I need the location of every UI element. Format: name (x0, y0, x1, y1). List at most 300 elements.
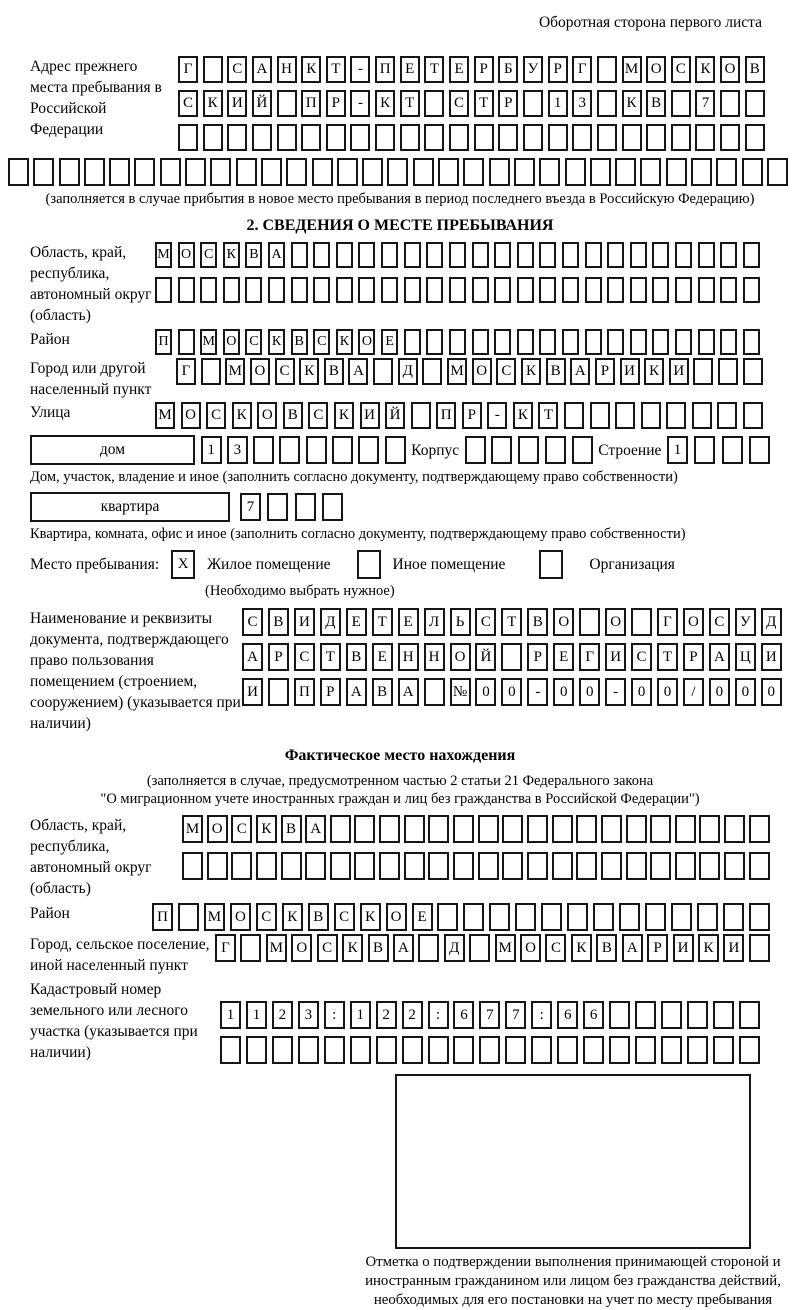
char-box[interactable]: А (398, 678, 419, 706)
char-box[interactable] (404, 852, 425, 880)
char-box[interactable]: Е (400, 56, 420, 83)
char-box[interactable]: Р (498, 90, 518, 117)
fact-city-row[interactable] (215, 934, 770, 962)
char-box[interactable] (84, 158, 105, 186)
fact-district-row[interactable] (152, 903, 770, 931)
char-box[interactable] (449, 329, 466, 355)
char-box[interactable] (155, 277, 172, 303)
char-box[interactable]: 6 (557, 1001, 578, 1029)
char-box[interactable] (743, 402, 763, 429)
char-box[interactable] (722, 436, 743, 464)
char-box[interactable]: О (520, 934, 541, 962)
char-box[interactable]: Т (326, 56, 346, 83)
char-box[interactable] (350, 1036, 371, 1064)
char-box[interactable] (675, 277, 692, 303)
char-box[interactable]: Д (320, 608, 341, 636)
char-box[interactable]: Т (538, 402, 558, 429)
char-box[interactable] (301, 124, 321, 151)
char-box[interactable] (453, 852, 474, 880)
char-box[interactable]: К (521, 358, 541, 385)
char-box[interactable] (424, 124, 444, 151)
char-box[interactable]: М (200, 329, 217, 355)
char-box[interactable]: С (227, 56, 247, 83)
char-box[interactable]: М (495, 934, 516, 962)
char-box[interactable]: В (372, 678, 393, 706)
char-box[interactable] (671, 90, 691, 117)
char-box[interactable] (362, 158, 383, 186)
char-box[interactable] (422, 358, 442, 385)
char-box[interactable]: В (283, 402, 303, 429)
char-box[interactable]: А (305, 815, 326, 843)
char-box[interactable] (518, 436, 539, 464)
char-box[interactable] (694, 436, 715, 464)
stroenie-row[interactable] (667, 436, 770, 464)
char-box[interactable]: А (622, 934, 643, 962)
prev-address-row-2[interactable] (178, 90, 765, 117)
char-box[interactable]: В (745, 56, 765, 83)
char-box[interactable]: 0 (475, 678, 496, 706)
char-box[interactable] (548, 124, 568, 151)
char-box[interactable] (465, 436, 486, 464)
char-box[interactable]: Т (657, 643, 678, 671)
char-box[interactable] (489, 158, 510, 186)
char-box[interactable] (597, 56, 617, 83)
char-box[interactable] (400, 124, 420, 151)
char-box[interactable]: С (631, 643, 652, 671)
char-box[interactable] (449, 277, 466, 303)
char-box[interactable] (562, 329, 579, 355)
char-box[interactable] (698, 277, 715, 303)
char-box[interactable] (630, 242, 647, 268)
char-box[interactable] (626, 815, 647, 843)
char-box[interactable]: И (669, 358, 689, 385)
char-box[interactable] (33, 158, 54, 186)
char-box[interactable] (491, 436, 512, 464)
char-box[interactable] (358, 436, 379, 464)
char-box[interactable]: 1 (350, 1001, 371, 1029)
char-box[interactable] (749, 852, 770, 880)
char-box[interactable]: Г (657, 608, 678, 636)
char-box[interactable] (539, 329, 556, 355)
char-box[interactable] (567, 903, 588, 931)
char-box[interactable] (426, 277, 443, 303)
char-box[interactable] (402, 1036, 423, 1064)
char-box[interactable] (743, 242, 760, 268)
char-box[interactable]: Р (548, 56, 568, 83)
char-box[interactable]: Н (277, 56, 297, 83)
char-box[interactable] (220, 1036, 241, 1064)
char-box[interactable] (749, 815, 770, 843)
char-box[interactable] (646, 124, 666, 151)
char-box[interactable]: О (553, 608, 574, 636)
char-box[interactable] (693, 358, 713, 385)
char-box[interactable] (749, 903, 770, 931)
char-box[interactable]: 0 (553, 678, 574, 706)
char-box[interactable]: 0 (657, 678, 678, 706)
char-box[interactable] (373, 358, 393, 385)
char-box[interactable]: К (301, 56, 321, 83)
char-box[interactable]: 0 (761, 678, 782, 706)
char-box[interactable] (404, 277, 421, 303)
char-box[interactable] (590, 158, 611, 186)
char-box[interactable] (720, 329, 737, 355)
char-box[interactable]: С (231, 815, 252, 843)
char-box[interactable] (607, 277, 624, 303)
char-box[interactable] (514, 158, 535, 186)
char-box[interactable]: К (336, 329, 353, 355)
char-box[interactable]: П (152, 903, 173, 931)
char-box[interactable] (609, 1001, 630, 1029)
char-box[interactable]: Й (475, 643, 496, 671)
char-box[interactable]: О (223, 329, 240, 355)
char-box[interactable] (724, 852, 745, 880)
char-box[interactable] (564, 402, 584, 429)
char-box[interactable]: В (596, 934, 617, 962)
char-box[interactable] (336, 242, 353, 268)
char-box[interactable]: И (605, 643, 626, 671)
char-box[interactable] (619, 903, 640, 931)
char-box[interactable] (337, 158, 358, 186)
char-box[interactable] (720, 242, 737, 268)
char-box[interactable]: Й (252, 90, 272, 117)
char-box[interactable] (631, 608, 652, 636)
char-box[interactable] (253, 436, 274, 464)
char-box[interactable]: В (324, 358, 344, 385)
char-box[interactable] (330, 852, 351, 880)
char-box[interactable]: С (496, 358, 516, 385)
char-box[interactable]: М (155, 402, 175, 429)
document-row-3[interactable] (242, 678, 782, 706)
char-box[interactable] (572, 436, 593, 464)
char-box[interactable]: Г (178, 56, 198, 83)
char-box[interactable]: Т (372, 608, 393, 636)
char-box[interactable]: С (313, 329, 330, 355)
char-box[interactable]: Т (320, 643, 341, 671)
char-box[interactable] (718, 358, 738, 385)
char-box[interactable] (687, 1001, 708, 1029)
char-box[interactable]: А (348, 358, 368, 385)
char-box[interactable]: Б (498, 56, 518, 83)
apartment-row[interactable] (240, 493, 343, 521)
char-box[interactable]: С (545, 934, 566, 962)
char-box[interactable] (424, 90, 444, 117)
char-box[interactable] (201, 358, 221, 385)
char-box[interactable] (724, 815, 745, 843)
char-box[interactable]: Е (346, 608, 367, 636)
char-box[interactable]: В (546, 358, 566, 385)
char-box[interactable]: Д (398, 358, 418, 385)
char-box[interactable] (609, 1036, 630, 1064)
char-box[interactable]: 3 (298, 1001, 319, 1029)
char-box[interactable] (268, 277, 285, 303)
char-box[interactable] (332, 436, 353, 464)
prev-address-overflow-row[interactable] (8, 158, 788, 186)
char-box[interactable] (272, 1036, 293, 1064)
char-box[interactable]: К (571, 934, 592, 962)
char-box[interactable] (630, 329, 647, 355)
char-box[interactable]: В (281, 815, 302, 843)
prev-address-row-3[interactable] (178, 124, 765, 151)
prev-address-row-1[interactable] (178, 56, 765, 83)
char-box[interactable]: 0 (501, 678, 522, 706)
char-box[interactable] (552, 815, 573, 843)
char-box[interactable] (252, 124, 272, 151)
char-box[interactable]: А (393, 934, 414, 962)
char-box[interactable] (358, 277, 375, 303)
char-box[interactable] (720, 90, 740, 117)
char-box[interactable]: Р (683, 643, 704, 671)
char-box[interactable]: К (375, 90, 395, 117)
char-box[interactable] (207, 852, 228, 880)
char-box[interactable] (474, 124, 494, 151)
char-box[interactable] (626, 852, 647, 880)
char-box[interactable]: И (242, 678, 263, 706)
char-box[interactable]: 3 (572, 90, 592, 117)
char-box[interactable] (268, 678, 289, 706)
char-box[interactable]: К (622, 90, 642, 117)
char-box[interactable] (652, 242, 669, 268)
char-box[interactable] (411, 402, 431, 429)
char-box[interactable] (699, 815, 720, 843)
char-box[interactable] (322, 493, 343, 521)
char-box[interactable]: В (308, 903, 329, 931)
char-box[interactable]: К (256, 815, 277, 843)
char-box[interactable] (279, 436, 300, 464)
char-box[interactable] (697, 903, 718, 931)
char-box[interactable] (652, 329, 669, 355)
char-box[interactable] (286, 158, 307, 186)
char-box[interactable]: А (242, 643, 263, 671)
char-box[interactable] (597, 90, 617, 117)
char-box[interactable]: П (294, 678, 315, 706)
char-box[interactable] (671, 124, 691, 151)
char-box[interactable] (698, 329, 715, 355)
char-box[interactable] (531, 1036, 552, 1064)
char-box[interactable] (767, 158, 788, 186)
char-box[interactable]: В (268, 608, 289, 636)
char-box[interactable] (178, 903, 199, 931)
char-box[interactable]: М (266, 934, 287, 962)
char-box[interactable]: О (178, 242, 195, 268)
char-box[interactable]: 7 (505, 1001, 526, 1029)
char-box[interactable] (240, 934, 261, 962)
char-box[interactable]: К (342, 934, 363, 962)
char-box[interactable]: 1 (246, 1001, 267, 1029)
char-box[interactable]: Ь (450, 608, 471, 636)
region-row-2[interactable] (155, 277, 760, 303)
char-box[interactable] (306, 436, 327, 464)
char-box[interactable] (494, 242, 511, 268)
char-box[interactable] (695, 124, 715, 151)
char-box[interactable]: О (250, 358, 270, 385)
char-box[interactable]: К (334, 402, 354, 429)
char-box[interactable] (182, 852, 203, 880)
korpus-row[interactable] (465, 436, 593, 464)
char-box[interactable] (502, 815, 523, 843)
char-box[interactable] (743, 329, 760, 355)
char-box[interactable]: № (450, 678, 471, 706)
char-box[interactable] (494, 277, 511, 303)
char-box[interactable]: Р (595, 358, 615, 385)
char-box[interactable]: К (203, 90, 223, 117)
char-box[interactable]: С (200, 242, 217, 268)
char-box[interactable]: Д (444, 934, 465, 962)
char-box[interactable] (585, 277, 602, 303)
char-box[interactable] (576, 852, 597, 880)
char-box[interactable] (261, 158, 282, 186)
char-box[interactable]: А (709, 643, 730, 671)
char-box[interactable] (515, 903, 536, 931)
char-box[interactable]: П (375, 56, 395, 83)
char-box[interactable] (615, 402, 635, 429)
char-box[interactable]: О (720, 56, 740, 83)
char-box[interactable] (404, 815, 425, 843)
char-box[interactable]: - (350, 90, 370, 117)
char-box[interactable]: Г (176, 358, 196, 385)
char-box[interactable] (449, 242, 466, 268)
char-box[interactable]: А (252, 56, 272, 83)
char-box[interactable] (607, 329, 624, 355)
char-box[interactable] (203, 56, 223, 83)
char-box[interactable] (585, 329, 602, 355)
char-box[interactable] (739, 1001, 760, 1029)
char-box[interactable]: В (346, 643, 367, 671)
char-box[interactable]: Н (424, 643, 445, 671)
char-box[interactable]: С (294, 643, 315, 671)
char-box[interactable] (717, 402, 737, 429)
char-box[interactable] (742, 158, 763, 186)
char-box[interactable]: Р (527, 643, 548, 671)
char-box[interactable] (541, 903, 562, 931)
char-box[interactable]: К (360, 903, 381, 931)
char-box[interactable] (453, 815, 474, 843)
char-box[interactable] (590, 402, 610, 429)
char-box[interactable] (630, 277, 647, 303)
char-box[interactable]: 2 (376, 1001, 397, 1029)
char-box[interactable]: Е (553, 643, 574, 671)
char-box[interactable]: 1 (220, 1001, 241, 1029)
char-box[interactable] (545, 436, 566, 464)
char-box[interactable] (428, 852, 449, 880)
char-box[interactable] (743, 277, 760, 303)
char-box[interactable] (326, 124, 346, 151)
district-row[interactable] (155, 329, 760, 355)
region-row-1[interactable] (155, 242, 760, 268)
char-box[interactable]: О (207, 815, 228, 843)
char-box[interactable] (585, 242, 602, 268)
char-box[interactable] (59, 158, 80, 186)
char-box[interactable] (739, 1036, 760, 1064)
char-box[interactable]: О (386, 903, 407, 931)
char-box[interactable] (246, 1036, 267, 1064)
char-box[interactable]: Р (320, 678, 341, 706)
char-box[interactable] (437, 903, 458, 931)
char-box[interactable] (449, 124, 469, 151)
checkbox-zhiloe[interactable]: X (171, 550, 195, 579)
char-box[interactable]: А (346, 678, 367, 706)
char-box[interactable]: П (301, 90, 321, 117)
char-box[interactable] (203, 124, 223, 151)
char-box[interactable]: М (182, 815, 203, 843)
char-box[interactable] (713, 1036, 734, 1064)
char-box[interactable] (527, 852, 548, 880)
char-box[interactable]: Й (385, 402, 405, 429)
char-box[interactable]: К (223, 242, 240, 268)
char-box[interactable]: С (245, 329, 262, 355)
fact-region-row-2[interactable] (182, 852, 770, 880)
char-box[interactable]: К (698, 934, 719, 962)
char-box[interactable]: И (360, 402, 380, 429)
char-box[interactable] (576, 815, 597, 843)
char-box[interactable] (666, 402, 686, 429)
char-box[interactable] (645, 903, 666, 931)
char-box[interactable] (404, 242, 421, 268)
char-box[interactable]: С (317, 934, 338, 962)
char-box[interactable]: 0 (631, 678, 652, 706)
char-box[interactable] (523, 90, 543, 117)
char-box[interactable]: К (299, 358, 319, 385)
street-row[interactable] (155, 402, 763, 429)
char-box[interactable]: Л (424, 608, 445, 636)
char-box[interactable]: 7 (695, 90, 715, 117)
char-box[interactable] (572, 124, 592, 151)
char-box[interactable] (295, 493, 316, 521)
char-box[interactable] (502, 852, 523, 880)
document-row-1[interactable] (242, 608, 782, 636)
char-box[interactable] (313, 277, 330, 303)
char-box[interactable] (583, 1036, 604, 1064)
char-box[interactable] (601, 852, 622, 880)
char-box[interactable] (635, 1036, 656, 1064)
char-box[interactable] (379, 815, 400, 843)
char-box[interactable] (687, 1036, 708, 1064)
char-box[interactable] (720, 277, 737, 303)
char-box[interactable]: П (155, 329, 172, 355)
char-box[interactable]: Р (326, 90, 346, 117)
char-box[interactable]: : (324, 1001, 345, 1029)
char-box[interactable] (716, 158, 737, 186)
char-box[interactable]: С (671, 56, 691, 83)
char-box[interactable]: А (268, 242, 285, 268)
char-box[interactable] (539, 242, 556, 268)
char-box[interactable] (552, 852, 573, 880)
char-box[interactable]: С (709, 608, 730, 636)
char-box[interactable] (463, 903, 484, 931)
char-box[interactable]: О (472, 358, 492, 385)
char-box[interactable] (463, 158, 484, 186)
char-box[interactable]: Р (474, 56, 494, 83)
char-box[interactable]: 0 (579, 678, 600, 706)
char-box[interactable] (579, 608, 600, 636)
char-box[interactable] (305, 852, 326, 880)
char-box[interactable] (635, 1001, 656, 1029)
char-box[interactable] (650, 852, 671, 880)
char-box[interactable] (661, 1001, 682, 1029)
char-box[interactable] (597, 124, 617, 151)
char-box[interactable] (666, 158, 687, 186)
char-box[interactable]: И (723, 934, 744, 962)
char-box[interactable]: О (605, 608, 626, 636)
char-box[interactable] (178, 124, 198, 151)
char-box[interactable]: Р (462, 402, 482, 429)
house-number-row[interactable] (201, 436, 406, 464)
char-box[interactable] (478, 815, 499, 843)
char-box[interactable] (185, 158, 206, 186)
char-box[interactable] (539, 277, 556, 303)
char-box[interactable] (489, 903, 510, 931)
checkbox-inoe[interactable] (357, 550, 381, 579)
document-row-2[interactable] (242, 643, 782, 671)
